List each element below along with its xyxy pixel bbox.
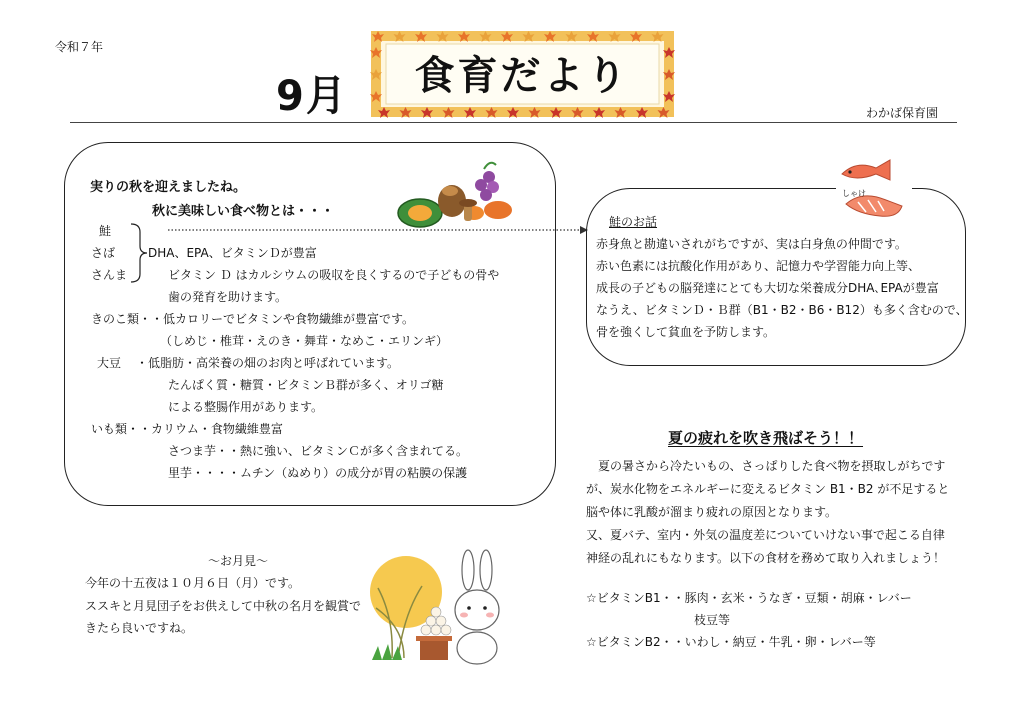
fish-desc-1: DHA、EPA、ビタミンＤが豊富 — [148, 246, 317, 260]
moon-line-1: 今年の十五夜は１０月６日（月）です。 — [85, 576, 301, 590]
mushroom-line-2: （しめじ・椎茸・えのき・舞茸・なめこ・エリンギ） — [160, 334, 449, 348]
autumn-food-illustration — [394, 155, 524, 235]
fish-saury: さんま — [91, 268, 128, 282]
moon-rabbit-illustration — [362, 548, 512, 668]
soy-line-2: たんぱく質・糖質・ビタミンＢ群が多く、オリゴ糖 — [168, 378, 444, 392]
moon-title: ～お月見～ — [208, 554, 269, 568]
summer-line-5: 神経の乱れにもなります。以下の食材を務めて取り入れましょう！ — [586, 551, 946, 565]
salmon-line-2: 赤い色素には抗酸化作用があり、記憶力や学習能力向上等、 — [596, 259, 921, 273]
dotted-arrow — [160, 222, 590, 240]
newsletter-title: 食育だより — [414, 53, 630, 99]
moon-line-3: きたら良いですね。 — [85, 621, 194, 635]
vitamin-b2-foods: ☆ビタミンB2・・いわし・納豆・牛乳・卵・レバー等 — [586, 635, 876, 649]
potato-line-1: いも類・・カリウム・食物繊維豊富 — [91, 422, 283, 436]
soy-label: 大豆 — [97, 356, 122, 370]
school-name: わかば保育園 — [866, 106, 939, 120]
fish-desc-2: ビタミン Ｄ はカルシウムの吸収を良くするので子どもの骨や — [168, 268, 500, 282]
vitamin-b1-foods: ☆ビタミンB1・・豚肉・玄米・うなぎ・豆類・胡麻・レバー — [586, 591, 912, 605]
summer-line-2: が、炭水化物をエネルギーに変えるビタミン B1・B2 が不足すると — [586, 482, 950, 496]
fish-desc-3: 歯の発育を助けます。 — [168, 290, 288, 304]
autumn-intro: 実りの秋を迎えましたね。 — [90, 180, 247, 195]
salmon-line-5: 骨を強くして貧血を予防します。 — [596, 325, 776, 339]
fish-salmon: 鮭 — [99, 224, 112, 238]
fish-brace — [128, 222, 148, 284]
summer-line-3: 脳や体に乳酸が溜まり疲れの原因となります。 — [586, 505, 838, 519]
summer-line-4: 又、夏バテ、室内・外気の温度差についていけない事で起こる自律 — [586, 528, 945, 542]
fish-mackerel: さば — [91, 246, 116, 260]
header-divider — [70, 122, 957, 123]
potato-line-3: 里芋・・・・ムチン（ぬめり）の成分が胃の粘膜の保護 — [168, 466, 468, 480]
mushroom-line-1: きのこ類・・低カロリーでビタミンや食物繊維が豊富です。 — [91, 312, 415, 326]
salmon-art-label: しゃけ — [842, 189, 866, 198]
potato-line-2: さつま芋・・熱に強い、ビタミンＣが多く含まれてる。 — [168, 444, 469, 458]
salmon-title: 鮭のお話 — [609, 215, 658, 229]
salmon-line-3: 成長の子どもの脳発達にとても大切な栄養成分DHA､EPAが豊富 — [596, 281, 939, 295]
vitamin-b1-foods-cont: 枝豆等 — [694, 613, 731, 627]
month-label: 9月 — [276, 72, 348, 121]
era-label: 令和７年 — [55, 40, 104, 54]
moon-line-2: ススキと月見団子をお供えして中秋の名月を観賞で — [85, 599, 362, 613]
soy-line-1: ・低脂肪・高栄養の畑のお肉と呼ばれています。 — [136, 356, 400, 370]
autumn-intro-question: 秋に美味しい食べ物とは・・・ — [152, 204, 335, 219]
salmon-line-1: 赤身魚と勘違いされがちですが、実は白身魚の仲間です。 — [596, 237, 907, 251]
summer-line-1: 夏の暑さから冷たいもの、さっぱりした食べ物を摂取しがちです — [598, 459, 946, 473]
salmon-line-4: なうえ、ビタミンＤ・Ｂ群（B1・B2・B6・B12）も多く含むので、 — [596, 303, 968, 317]
soy-line-3: による整腸作用があります。 — [168, 400, 324, 414]
summer-title: 夏の疲れを吹き飛ばそう！！ — [668, 429, 864, 447]
